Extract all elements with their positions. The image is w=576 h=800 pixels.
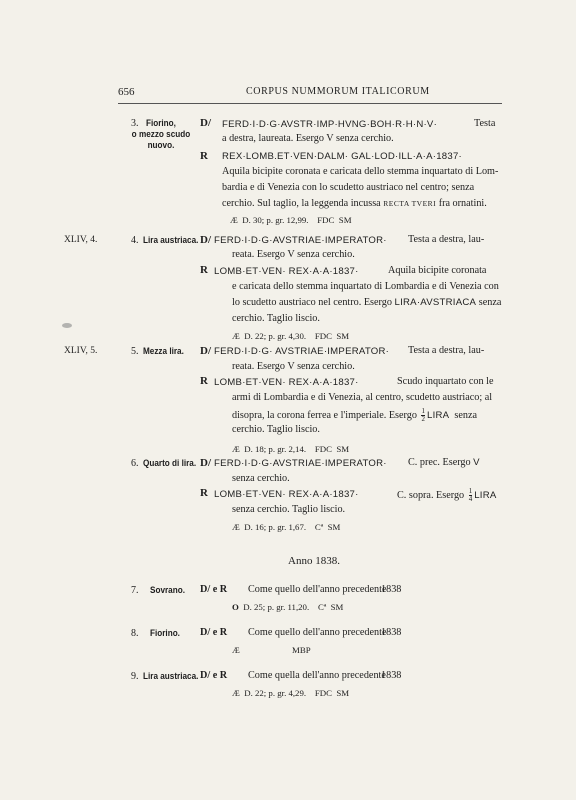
entry-year: 1838	[381, 584, 402, 595]
collection: MBP	[292, 645, 311, 655]
reverse-legend: LOMB·ET·VEN· REX·A·A·1837·	[214, 489, 359, 500]
obverse-text: reata. Esergo V senza cerchio.	[232, 249, 355, 260]
denomination-name: Mezza lira.	[143, 346, 184, 357]
reverse-text: disopra, la corona ferrea e l'imperiale. Esergo $\frac{1}{2}$ LIRA senza	[232, 407, 478, 423]
exergue-legend: LIRA·AVSTRIACA	[394, 297, 477, 308]
obverse-legend: FERD·I·D·G·AVSTRIAE·IMPERATOR·	[214, 235, 387, 246]
denomination-name: Sovrano.	[150, 585, 185, 596]
entry-text: Come quello dell'anno precedente	[248, 584, 387, 595]
obverse-symbol: D/	[200, 234, 211, 246]
reverse-legend: REX·LOMB.ET·VEN·DALM· GAL·LOD·ILL·A·A·1837·	[222, 151, 462, 162]
obverse-legend: FERD·I·D·G· AVSTRIAE·IMPERATOR·	[214, 346, 390, 357]
header-rule	[118, 103, 502, 104]
entry-number: 3.	[131, 118, 139, 129]
obverse-legend: FERD·I·D·G·AVSTR·IMP·HVNG·BOH·R·H·N·V·	[222, 119, 438, 130]
coin-metadata: Æ D. 18; p. gr. 2,14. FDC SM	[232, 444, 350, 454]
reverse-legend: LOMB·ET·VEN· REX·A·A·1837·	[214, 377, 359, 388]
denomination-name: Fiorino, o mezzo scudo nuovo.	[131, 118, 191, 151]
coin-metadata: O D. 25; p. gr. 11,20. Cª SM	[232, 602, 344, 612]
denomination-name: Fiorino.	[150, 628, 180, 639]
fraction: $\frac{1}{2}$	[421, 407, 425, 423]
reverse-text: Aquila bicipite coronata	[388, 265, 487, 276]
denomination-name: Lira austriaca.	[143, 235, 199, 246]
edge-legend: RECTA TVERI	[383, 199, 437, 208]
obverse-text: a destra, laureata. Esergo V senza cerchio.	[222, 133, 394, 144]
entry-number: 4.	[131, 235, 139, 246]
year-heading: Anno 1838.	[288, 555, 340, 567]
entry-number: 9.	[131, 671, 139, 682]
coin-metadata: Æ D. 22; p. gr. 4,29. FDC SM	[232, 688, 350, 698]
entry-number: 5.	[131, 346, 139, 357]
reverse-legend: LOMB·ET·VEN· REX·A·A·1837·	[214, 266, 359, 277]
plate-reference: XLIV, 5.	[64, 346, 98, 356]
fraction: $\frac{1}{4}$	[468, 487, 473, 503]
page-number: 656	[118, 86, 135, 98]
entry-text: Come quella dell'anno precedente	[248, 670, 386, 681]
ink-blot	[62, 323, 72, 328]
obverse-text: Testa a destra, lau-	[408, 345, 485, 356]
exergue-legend: LIRA	[426, 409, 450, 421]
reverse-symbol: R	[200, 375, 208, 387]
reverse-text: lo scudetto austriaco nel centro. Esergo LIRA·AVSTRIACA senza	[232, 297, 502, 308]
obverse-text: reata. Esergo V senza cerchio.	[232, 361, 355, 372]
reverse-text: C. sopra. Esergo $\frac{1}{4}$ LIRA	[397, 487, 497, 503]
reverse-text: cerchio. Taglio liscio.	[232, 313, 320, 324]
obverse-legend: FERD·I·D·G·AVSTRIAE·IMPERATOR·	[214, 458, 387, 469]
reverse-symbol: R	[200, 264, 208, 276]
coin-metadata: Æ D. 30; p. gr. 12,99. FDC SM	[230, 215, 352, 225]
obverse-symbol: D/	[200, 117, 211, 129]
reverse-text: cerchio. Sul taglio, la leggenda incussa RECTA TVERI fra ornatini.	[222, 198, 487, 209]
sides-label: D/ e R	[200, 670, 228, 681]
entry-number: 7.	[131, 585, 139, 596]
entry-year: 1838	[381, 627, 402, 638]
sides-label: D/ e R	[200, 627, 228, 638]
obverse-symbol: D/	[200, 345, 211, 357]
entry-number: 8.	[131, 628, 139, 639]
coin-metadata: Æ	[232, 645, 240, 655]
obverse-text: Testa	[474, 118, 496, 129]
running-title: CORPUS NUMMORUM ITALICORUM	[246, 86, 430, 97]
denomination-name: Quarto di lira.	[143, 458, 197, 469]
obverse-symbol: D/	[200, 457, 211, 469]
coin-metadata: Æ D. 22; p. gr. 4,30. FDC SM	[232, 331, 350, 341]
reverse-symbol: R	[200, 150, 208, 162]
entry-number: 6.	[131, 458, 139, 469]
reverse-symbol: R	[200, 487, 208, 499]
exergue-legend: V	[473, 457, 480, 468]
entry-text: Come quello dell'anno precedente	[248, 627, 387, 638]
reverse-text: e caricata dello stemma inquartato di Lombardia e di Venezia con	[232, 281, 499, 292]
obverse-text: Testa a destra, lau-	[408, 234, 485, 245]
reverse-text: Scudo inquartato con le	[397, 376, 494, 387]
sides-label: D/ e R	[200, 584, 228, 595]
reverse-text: cerchio. Taglio liscio.	[232, 424, 320, 435]
denomination-name: Lira austriaca.	[143, 671, 199, 682]
coin-metadata: Æ D. 16; p. gr. 1,67. Cª SM	[232, 522, 341, 532]
entry-year: 1838	[381, 670, 402, 681]
reverse-text: senza cerchio. Taglio liscio.	[232, 504, 346, 515]
reverse-text: bardia e di Venezia con lo scudetto austriaco nel centro; senza	[222, 182, 475, 193]
exergue-legend: LIRA	[474, 489, 497, 501]
plate-reference: XLIV, 4.	[64, 235, 98, 245]
reverse-text: Aquila bicipite coronata e caricata dello stemma inquartato di Lom-	[222, 166, 499, 177]
obverse-text: senza cerchio.	[232, 473, 290, 484]
obverse-text: C. prec. Esergo V	[408, 457, 480, 468]
reverse-text: armi di Lombardia e di Venezia, al centro, scudetto austriaco; al	[232, 392, 493, 403]
